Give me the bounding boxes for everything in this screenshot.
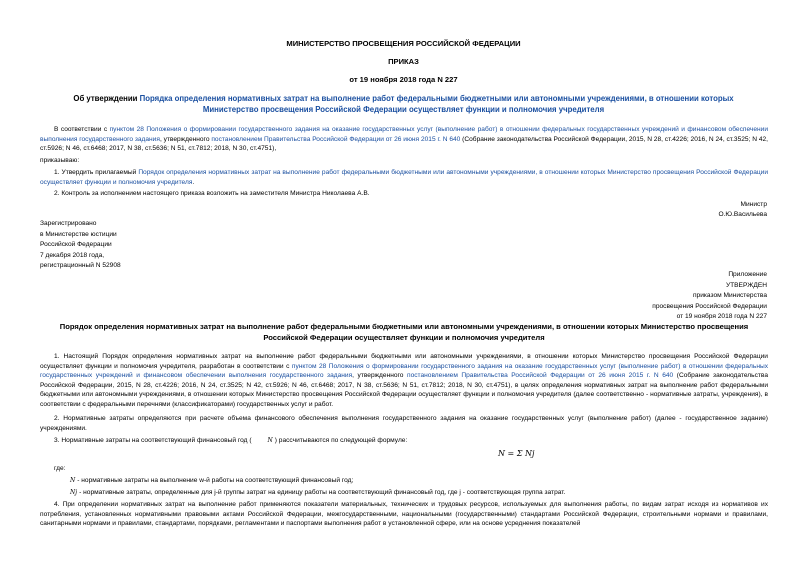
definition-text: - нормативные затраты на выполнение w-й работы на соответствующий финансовый год;	[77, 477, 354, 484]
document-date: от 19 ноября 2018 года N 227	[349, 75, 458, 84]
definition-text: - нормативные затраты, определенные для j-й группы затрат на единицу работы на соответствующий финансовый год, где j - соответствующая группа затрат.	[79, 489, 566, 496]
preamble-link-resolution[interactable]: постановлением Правительства Российской Федерации от 26 июня 2015 г. N 640	[211, 135, 461, 143]
preamble-text: , утвержденного	[159, 135, 212, 143]
definition-symbol: Nj	[70, 489, 78, 496]
p1-link-resolution[interactable]: постановлением Правительства Российской Федерации от 26 июня 2015 г. N 640	[407, 372, 674, 380]
appendix-line: Приложение	[728, 271, 767, 278]
item1-link[interactable]: Порядок определения нормативных затрат на выполнение работ федеральными бюджетными или автономными учреждениями, в отношении которых Министерство просвещения Российской Федерации осуществляет функции и полномочия учредителя	[40, 169, 769, 186]
procedure-paragraph-4: 4. При определении нормативных затрат на выполнение работ применяются показатели материальных, технических и трудовых ресурсов, используемых для выполнения работы, по видам затрат исходя из нормативов их потребления, установленных нормативными правовыми актами Российской Федерации, межгосударственными, национальными (государственными) стандартами Российской Федерации, строительными нормами и правилами, санитарными нормами и правилами, стандартами, порядками, регламентами и паспортами выполнения работ в установленной сфере, или на основе усреднения показателей	[40, 501, 768, 528]
procedure-paragraph-3	[40, 436, 768, 446]
gde-label: где:	[54, 465, 66, 472]
p1-link-regulation[interactable]: пунктом 28 Положения о формировании государственного задания на оказание государственных услуг (выполнение работ) в отношении федеральных государственных учреждений и финансовом обеспечении выполнения государственного задания	[40, 362, 768, 380]
title-prefix: Об утверждении	[73, 94, 140, 103]
preamble-paragraph	[40, 125, 768, 154]
order-item-1	[40, 168, 768, 187]
registration-line: Зарегистрировано	[40, 220, 97, 227]
document-type: ПРИКАЗ	[388, 57, 419, 66]
appendix-line: УТВЕРЖДЕН	[725, 281, 767, 289]
definition-1	[40, 476, 768, 486]
title-link[interactable]: Порядка определения нормативных затрат на выполнение работ федеральными бюджетными или автономными учреждениями, в отношении которых Министерство просвещения Российской Федерации осуществляет функции и полномочия учредителя	[139, 94, 734, 114]
registration-block	[40, 219, 121, 272]
signature-block	[718, 200, 767, 219]
document-title	[50, 94, 757, 115]
appendix-line: просвещения Российской Федерации	[652, 302, 767, 310]
ministry-name: МИНИСТЕРСТВО ПРОСВЕЩЕНИЯ РОССИЙСКОЙ ФЕДЕРАЦИИ	[286, 39, 521, 48]
paragraph-text: 1. Настоящий Порядок определения нормативных затрат на выполнение работ федеральными бюджетными или автономными учреждениями, в отношении которых Министерство просвещения Российской Федерации осуществляет функции и полномочия учредителя, разработан в соответствии с	[40, 353, 768, 370]
definition-2	[40, 488, 768, 498]
formula: N = Σ Nj	[498, 449, 535, 458]
procedure-paragraph-2: 2. Нормативные затраты определяются при расчете объема финансового обеспечения выполнения государственного задания на оказание государственных услуг (выполнение работ) (далее - государственное задание) учреждениями.	[40, 415, 768, 432]
definition-symbol: N	[70, 477, 76, 484]
item-text: .	[192, 178, 195, 186]
section-title: Порядок определения нормативных затрат на выполнение работ федеральными бюджетными или автономными учреждениями, в отношении которых Министерство просвещения Российской Федерации осуществляет функции и полномочия учредителя	[59, 322, 749, 342]
signature-position: Министр	[740, 201, 767, 208]
signature-name: О.Ю.Васильева	[718, 210, 767, 218]
preamble-link-regulation[interactable]: пунктом 28 Положения о формировании государственного задания на оказание государственных услуг (выполнение работ) в отношении федеральных государственных учреждений и финансовом обеспечении выполнения государственного задания	[40, 126, 769, 143]
paragraph-text: 3. Нормативные затраты на соответствующий финансовый год (	[54, 437, 252, 444]
appendix-line: приказом Министерства	[692, 292, 767, 300]
item-text: 1. Утвердить прилагаемый	[54, 169, 139, 176]
paragraph-text: , утвержденного	[352, 372, 407, 380]
registration-line: 7 декабря 2018 года,	[40, 251, 105, 259]
registration-line: в Министерстве юстиции	[40, 230, 117, 238]
preamble-text: (Собрание законодательства Российской Федерации, 2015, N 28, ст.4226; 2016, N 24, ст.3525; N 42, ст.5926; N 46, ст.6468; 2017, N 38, ст.5636; N 51, ст.7812; 2018, N 30, ст.4751),	[40, 135, 768, 153]
registration-line: регистрационный N 52908	[40, 262, 121, 270]
prikazyvayu: приказываю:	[40, 157, 80, 164]
order-item-2: 2. Контроль за исполнением настоящего приказа возложить на заместителя Министра Николаева А.В.	[54, 190, 370, 197]
appendix-block	[652, 270, 767, 323]
preamble-text: В соответствии с	[54, 126, 110, 133]
registration-line: Российской Федерации	[40, 241, 112, 249]
formula-symbol: N	[267, 437, 273, 444]
paragraph-text: (Собрание законодательства Российской Федерации, 2015, N 28, ст.4226; 2016, N 24, ст.3525; N 42, ст.5926; N 46, ст.6468; 2017, N 38, ст.5636; N 51, ст.7812; 2018, N 30, ст.4751), в целях определения нормативных затрат на выполнение работ федеральными бюджетными или автономными учреждениями, в отношении которых Министерство просвещения Российской Федерации осуществляет функции и полномочия учредителя (далее соответственно - нормативные затраты, учреждения), в соответствии с федеральными перечнями (классификаторами) государственных услуг и работ.	[40, 372, 768, 408]
appendix-line: от 19 ноября 2018 года N 227	[676, 313, 767, 321]
procedure-paragraph-1	[40, 352, 768, 409]
paragraph-text: ) рассчитываются по следующей формуле:	[274, 437, 408, 444]
